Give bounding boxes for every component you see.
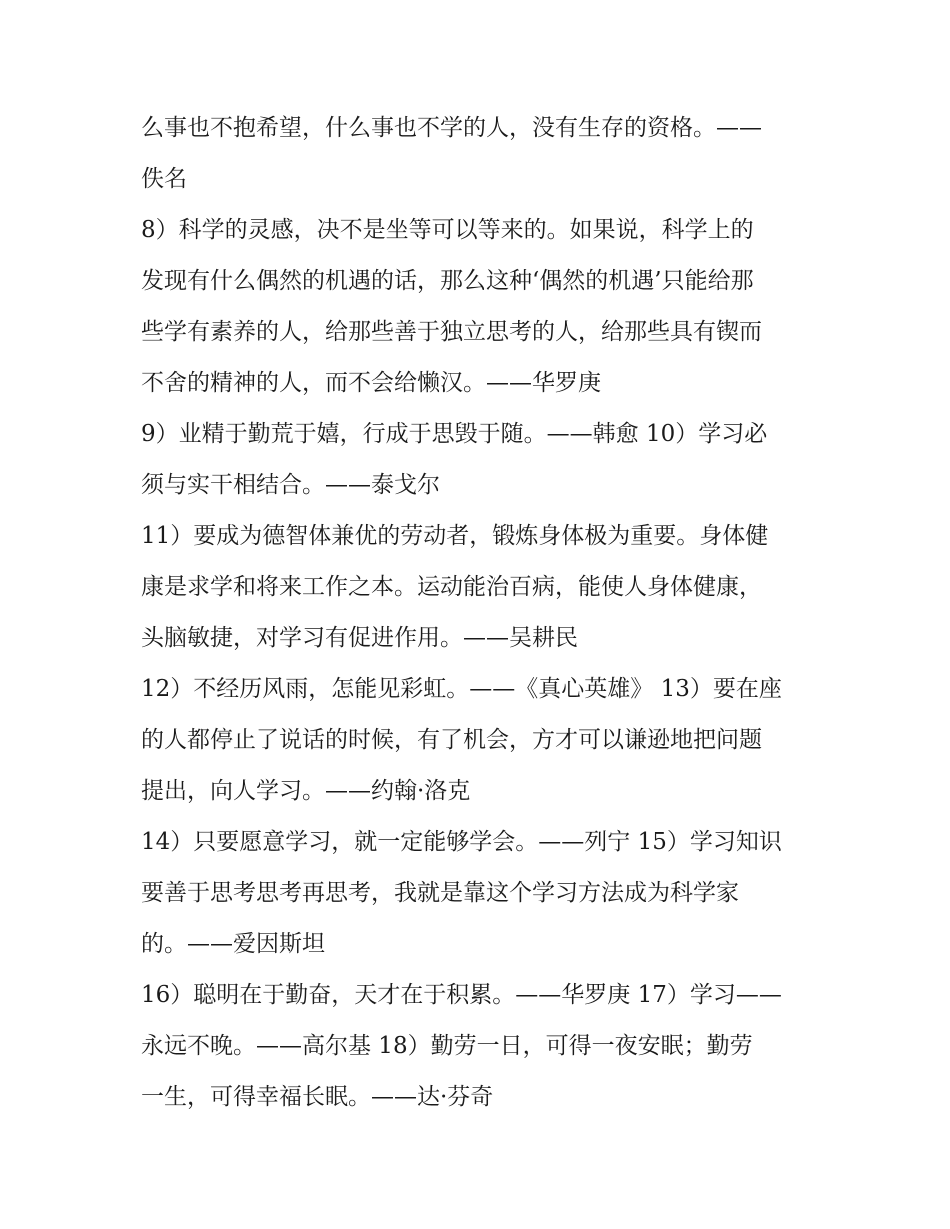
text-line: 12）不经历风雨，怎能见彩虹。——《真心英雄》 13）要在座 xyxy=(141,676,782,702)
text-line: 不舍的精神的人，而不会给懒汉。——华罗庚 xyxy=(141,370,601,396)
quote-text-block xyxy=(141,103,831,1123)
text-line: 的人都停止了说话的时候，有了机会，方才可以谦逊地把问题 xyxy=(141,727,762,753)
text-line: 么事也不抱希望，什么事也不学的人，没有生存的资格。—— xyxy=(141,115,762,141)
text-line: 须与实干相结合。——泰戈尔 xyxy=(141,472,440,498)
text-line: 16）聪明在于勤奋，天才在于积累。——华罗庚 17）学习—— xyxy=(141,982,782,1008)
text-line: 9）业精于勤荒于嬉，行成于思毁于随。——韩愈 10）学习必 xyxy=(141,421,768,447)
text-line: 头脑敏捷，对学习有促进作用。——吴耕民 xyxy=(141,625,578,651)
text-line: 些学有素养的人，给那些善于独立思考的人，给那些具有锲而 xyxy=(141,319,762,345)
text-line: 佚名 xyxy=(141,166,187,192)
text-line: 8）科学的灵感，决不是坐等可以等来的。如果说，科学上的 xyxy=(141,217,754,243)
text-line: 永远不晚。——高尔基 18）勤劳一日，可得一夜安眠；勤劳 xyxy=(141,1033,753,1059)
text-line: 要善于思考思考再思考，我就是靠这个学习方法成为科学家 xyxy=(141,880,739,906)
text-line: 的。——爱因斯坦 xyxy=(141,931,325,957)
text-line: 14）只要愿意学习，就一定能够学会。——列宁 15）学习知识 xyxy=(141,829,782,855)
text-line: 11）要成为德智体兼优的劳动者，锻炼身体极为重要。身体健 xyxy=(141,523,769,549)
text-line: 康是求学和将来工作之本。运动能治百病，能使人身体健康， xyxy=(141,574,762,600)
text-line: 一生，可得幸福长眠。——达·芬奇 xyxy=(141,1084,494,1110)
text-line: 发现有什么偶然的机遇的话，那么这种‘偶然的机遇’只能给那 xyxy=(141,268,754,294)
text-line: 提出，向人学习。——约翰·洛克 xyxy=(141,778,471,804)
